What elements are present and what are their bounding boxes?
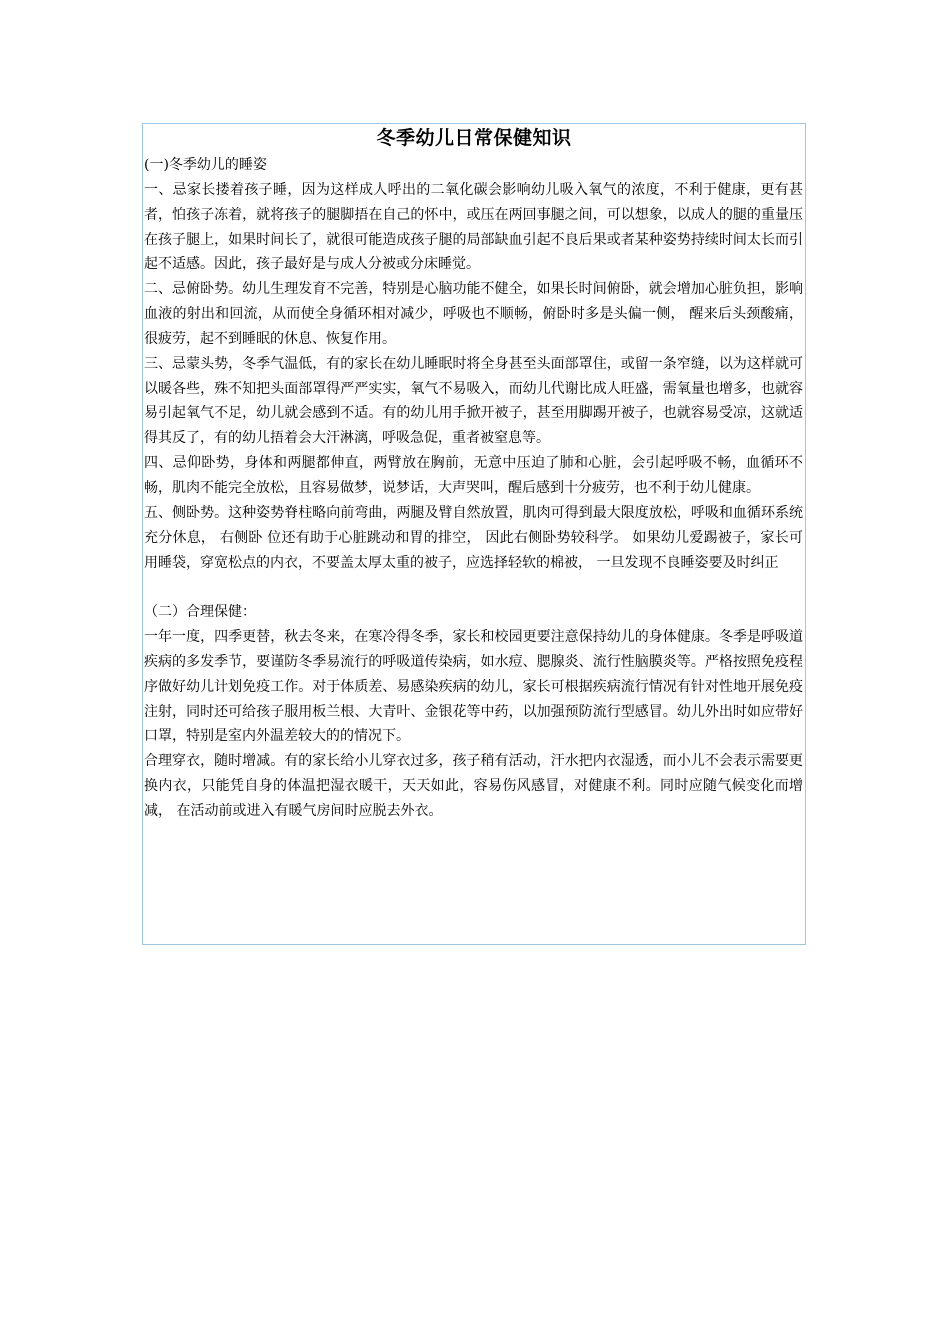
document-body — [143, 153, 805, 824]
section-heading-health-care: （二）合理保健： — [144, 604, 256, 621]
paragraph-spacer — [144, 575, 803, 600]
document-frame — [142, 123, 806, 945]
section-heading-sleep-posture: (一)冬季幼儿的睡姿 — [144, 157, 267, 173]
paragraph-avoid-supine: 四、忌仰卧势，身体和两腿都伸直，两臂放在胸前，无意中压迫了肺和心脏，会引起呼吸不畅，血循环不畅，肌肉不能完全放松，且容易做梦，说梦话，大声哭叫，醒后感到十分疲劳，也不利于幼儿健康。 — [144, 455, 803, 496]
paragraph-winter-disease-prevention: 一年一度，四季更替，秋去冬来，在寒冷得冬季，家长和校园更要注意保持幼儿的身体健康。冬季是呼吸道疾病的多发季节，要谨防冬季易流行的呼吸道传染病，如水痘、腮腺炎、流行性脑膜炎等。严格按照免疫程序做好幼儿计划免疫工作。对于体质差、易感染疾病的幼儿，家长可根据疾病流行情况有针对性地开展免疫注射，同时还可给孩子服用板兰根、大青叶、金银花等中药，以加强预防流行型感冒。幼儿外出时如应带好口罩，特别是室内外温差较大的的情况下。 — [144, 629, 803, 745]
paragraph-side-lying: 五、侧卧势。这种姿势脊柱略向前弯曲，两腿及臂自然放置，肌肉可得到最大限度放松，呼吸和血循环系统充分休息， 右侧卧 位还有助于心脏跳动和胃的排空， 因此右侧卧势较科学。 如果幼儿爱踢被子，家长可用睡袋，穿宽松点的内衣，不要盖太厚太重的被子，应选择轻软的棉被， 一旦发现不良睡姿要及时纠正 — [144, 504, 803, 571]
paragraph-proper-clothing: 合理穿衣，随时增减。有的家长给小儿穿衣过多，孩子稍有活动，汗水把内衣湿透，而小儿不会表示需要更换内衣，只能凭自身的体温把湿衣暖干，天天如此，容易伤风感冒，对健康不利。同时应随气候变化而增减， 在活动前或进入有暖气房间时应脱去外衣。 — [144, 753, 803, 819]
paragraph-avoid-head-covering: 三、忌蒙头势，冬季气温低，有的家长在幼儿睡眠时将全身甚至头面部罩住，或留一条窄缝，以为这样就可以暖各些，殊不知把头面部罩得严严实实，氧气不易吸入，而幼儿代谢比成人旺盛，需氧量也增多，也就容易引起氧气不足，幼儿就会感到不适。有的幼儿用手掀开被子，甚至用脚踢开被子，也就容易受凉，这就适得其反了，有的幼儿捂着会大汗淋漓，呼吸急促，重者被窒息等。 — [144, 355, 803, 447]
paragraph-avoid-prone: 二、忌俯卧势。幼儿生理发育不完善，特别是心脑功能不健全，如果长时间俯卧，就会增加心脏负担，影响血液的射出和回流，从而使全身循环相对减少，呼吸也不顺畅，俯卧时多是头偏一侧， 醒来后头颈酸痛，很疲劳，起不到睡眠的休息、恢复作用。 — [144, 281, 803, 347]
document-title: 冬季幼儿日常保健知识 — [376, 127, 572, 149]
paragraph-avoid-cuddling: 一、忌家长搂着孩子睡，因为这样成人呼出的二氧化碳会影响幼儿吸入氧气的浓度，不利于健康，更有甚者，怕孩子冻着，就将孩子的腿脚捂在自己的怀中，或压在两回事腿之间，可以想象，以成人的腿的重量压在孩子腿上，如果时间长了，就很可能造成孩子腿的局部缺血引起不良后果或者某种姿势持续时间太长而引起不适感。因此，孩子最好是与成人分被或分床睡觉。 — [144, 181, 803, 273]
